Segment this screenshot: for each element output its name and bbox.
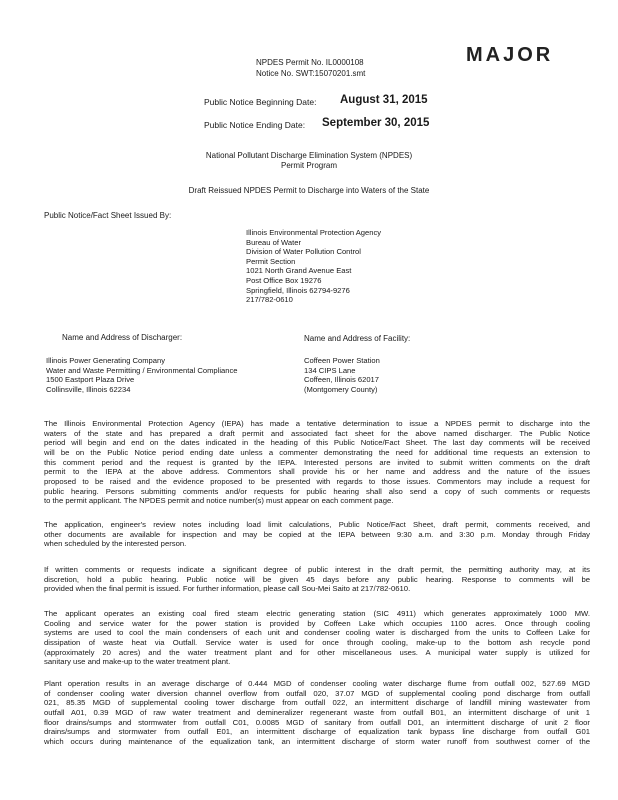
end-date-label: Public Notice Ending Date: (204, 120, 306, 130)
issued-by-label: Public Notice/Fact Sheet Issued By: (44, 211, 172, 220)
discharger-label: Name and Address of Discharger: (62, 333, 183, 342)
issuer-line: Division of Water Pollution Control (246, 247, 361, 257)
paragraph-applicant (44, 609, 590, 667)
text-line: when scheduled by the interested person. (44, 539, 187, 549)
issuer-line: 217/782-0610 (246, 295, 293, 305)
facility-label: Name and Address of Facility: (304, 334, 411, 343)
facility-line: 134 CIPS Lane (304, 365, 356, 375)
text-line: floor drains/sumps and stormwater from outfall C01, 0.0085 MGD of sanitary from outfall D01, an intermittent discharge of unit 2 floor (44, 717, 590, 727)
text-line: waters of the state and has prepared a draft permit and associated fact sheet for the above named discharger. The Public Notice (44, 428, 590, 438)
system-title: National Pollutant Discharge Elimination System (NPDES) (205, 151, 413, 160)
issuer-line: Permit Section (246, 256, 296, 266)
discharger-line: 1500 Eastport Plaza Drive (46, 375, 135, 385)
text-line: other documents are available for inspection and may be copied at the IEPA between 9:30 a.m. and 3:30 p.m. Monday through Friday (44, 529, 590, 539)
text-line: dissipation of waste heat via Outfall. Service water is used for once through cooling, make-up to the bottom ash recycle pond (44, 637, 590, 647)
text-line: provided when the final permit is issued. For further information, please call Sou-Mei Saito at 217/782-0610. (44, 584, 411, 594)
text-line: Plant operation results in an average discharge of 0.444 MGD of condenser cooling water discharge flume from outfall 002, 527.69 MGD (44, 679, 590, 688)
paragraph-documents (44, 520, 590, 549)
text-line: 021, 85.35 MGD of supplemental cooling tower discharge from outfall 022, an intermittent discharge of landfill mining wastewater from (44, 698, 590, 708)
text-line: discretion, hold a public hearing. Public notice will be given 45 days before any public hearing. Response to comments will be (44, 574, 590, 584)
text-line: The Illinois Environmental Protection Agency (IEPA) has made a tentative determination to issue a NPDES permit to discharge into the (44, 419, 590, 428)
discharger-line: Water and Waste Permitting / Environmental Compliance (46, 365, 238, 375)
system-subtitle: Permit Program (280, 161, 337, 170)
text-line: to the permit applicant. The NPDES permit and notice number(s) must appear on each comment page. (44, 496, 394, 506)
text-line: systems are used to cool the main condensers of each unit and condenser cooling water is discharged from the units to Coffeen Lake for (44, 628, 590, 638)
facility-line: Coffeen Power Station (304, 356, 380, 365)
facility-address (304, 356, 380, 394)
text-line: The applicant operates an existing coal fired steam electric generating station (SIC 4911) which generates approximately 1000 MW. (44, 609, 590, 618)
paragraph-determination (44, 419, 590, 506)
text-line: If written comments or requests indicate a significant degree of public interest in the draft permit, the permitting authority may, at its (44, 565, 590, 574)
text-line: Cooling and service water for the power station is provided by Coffeen Lake which occupies 1100 acres. Once through cooling (44, 618, 590, 628)
discharger-line: Illinois Power Generating Company (46, 356, 166, 365)
text-line: public hearing. Persons submitting comments and/or requests for public hearing shall also send a copy of such comments or requests (44, 486, 590, 496)
issuer-line: Illinois Environmental Protection Agency (246, 228, 382, 237)
text-line: period will begin and end on the dates indicated in the heading of this Public Notice/Fact Sheet. The last day comments will be received (44, 438, 590, 448)
text-line: of condenser cooling water diversion channel overflow from outfall 020, 37.07 MGD of supplemental cooling pond discharge from outfall (44, 688, 590, 698)
issuer-line: Bureau of Water (246, 237, 302, 247)
text-line: which occurs during maintenance of the equalization tank, an intermittent discharge of storm water runoff from southwest corner of the (44, 736, 590, 746)
facility-line: (Montgomery County) (304, 384, 378, 394)
text-line: (approximately 20 acres) and the water treatment plant and for other miscellaneous uses. A municipal water supply is utilized for (44, 647, 590, 657)
text-line: drains/sumps and stormwater from outfall E01, an intermittent discharge of equalization tank bypass line discharge from outfall G01 (44, 727, 590, 737)
draft-permit-title: Draft Reissued NPDES Permit to Discharge into Waters of the State (188, 186, 430, 195)
text-line: this comment period and the request is granted by the IEPA. Interested persons are invited to submit written comments on the draft (44, 457, 590, 467)
discharger-line: Collinsville, Illinois 62234 (46, 384, 131, 394)
paragraph-hearing (44, 565, 590, 594)
text-line: sanitary use and make-up to the water treatment plant. (44, 657, 231, 667)
issuer-line: Post Office Box 19276 (246, 275, 322, 285)
text-line: permit to the IEPA at the above address. Commentors shall provide his or her name and address and the nature of the issues (44, 467, 590, 477)
text-line: proposed to be raised and the evidence proposed to be presented with regards to those issues. Commentors may include a request for (44, 476, 590, 486)
permit-number: NPDES Permit No. IL0000108 (256, 58, 364, 67)
text-line: The application, engineer's review notes including load limit calculations, Public Notice/Fact Sheet, draft permit, comments received, and (44, 520, 590, 529)
end-date: September 30, 2015 (322, 117, 430, 129)
begin-date: August 31, 2015 (340, 94, 428, 106)
major-stamp: MAJOR (466, 44, 554, 66)
facility-line: Coffeen, Illinois 62017 (304, 375, 380, 385)
paragraph-operation (44, 679, 590, 747)
text-line: will be on the Public Notice period ending date unless a commenter demonstrating the need for additional time requests an extension to (44, 447, 590, 457)
notice-number: Notice No. SWT:15070201.smt (256, 69, 366, 78)
discharger-address (46, 356, 237, 394)
text-line: outfall A01, 0.39 MGD of raw water treatment and demineralizer regenerant waste from outfall B01, an intermittent discharge of unit 1 (44, 707, 590, 717)
issuer-line: 1021 North Grand Avenue East (246, 266, 352, 276)
begin-date-label: Public Notice Beginning Date: (204, 97, 317, 107)
issuer-address (246, 228, 381, 305)
issuer-line: Springfield, Illinois 62794-9276 (246, 285, 350, 295)
